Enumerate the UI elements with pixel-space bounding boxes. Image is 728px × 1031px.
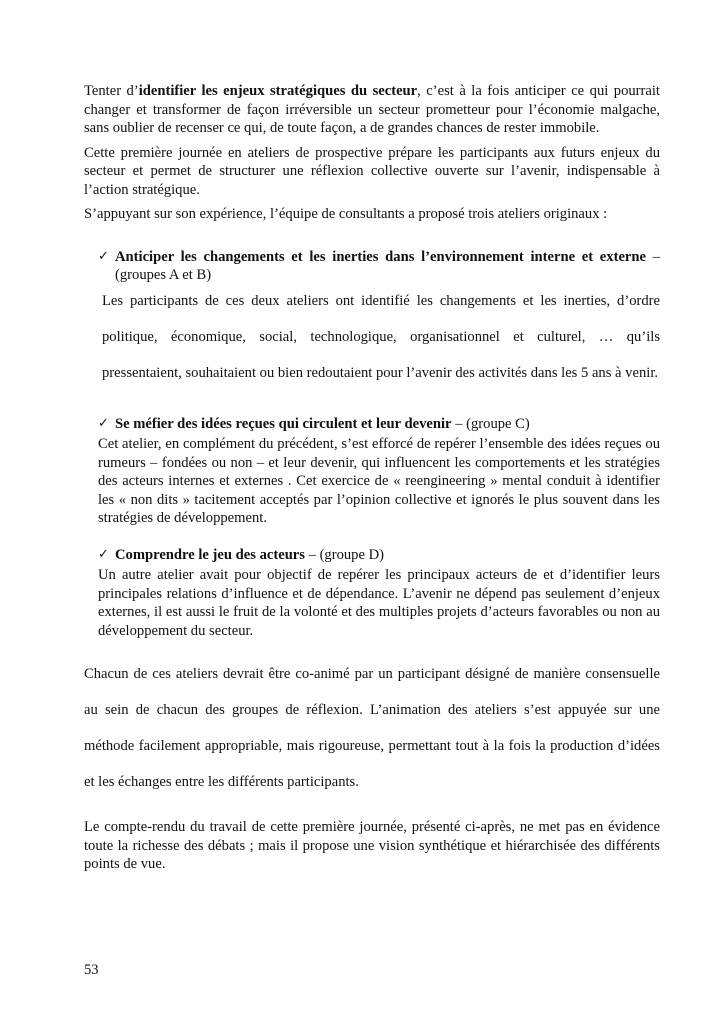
intro-paragraph-1: [84, 82, 660, 138]
workshop-body-3: Un autre atelier avait pour objectif de repérer les principaux acteurs de et d’identifier leurs principales relations d’influence et de dépendance. L’avenir ne dépend pas seulement d’enjeux externes, il est aussi le fruit de la volonté et des multiples projets d’acteurs favorables ou non au développement du secteur.: [98, 567, 660, 639]
workshop-groups: – (groupe D): [304, 546, 384, 563]
workshop-title: Comprendre le jeu des acteurs: [115, 546, 305, 563]
checkmark-icon: ✓: [98, 248, 109, 264]
intro-paragraph-3: S’appuyant sur son expérience, l’équipe de consultants a proposé trois ateliers originaux :: [84, 206, 608, 222]
workshop-groups: – (groupes A et B): [115, 248, 661, 283]
workshop-item-1: [84, 248, 660, 285]
checkmark-icon: ✓: [98, 415, 109, 431]
intro-p1-bold: identifier les enjeux stratégiques du secteur: [138, 83, 418, 99]
workshop-heading: [115, 546, 660, 565]
conclusion-paragraph: Le compte-rendu du travail de cette première journée, présenté ci-après, ne met pas en évidence toute la richesse des débats ; mais il propose une vision synthétique et hiérarchisée des différents points de vue.: [84, 819, 660, 872]
workshop-groups: – (groupe C): [451, 415, 530, 432]
workshop-item-2: [84, 415, 660, 528]
document-page: [84, 82, 660, 874]
intro-paragraph-2: Cette première journée en ateliers de prospective prépare les participants aux futurs enjeux du secteur et permet de structurer une réflexion collective ouverte sur l’avenir, indispensable à l’action stratégique.: [84, 144, 660, 198]
checkmark-icon: ✓: [98, 546, 109, 562]
intro-p1-rest: , c’est à la fois anticiper ce qui pourrait changer et transformer de façon irréversible un secteur prometteur pour l’économie malgache, sans oublier de recenser ce qui, de toute façon, a de grandes chances de rester immobile.: [84, 83, 660, 136]
workshop-heading: [115, 415, 660, 434]
animation-paragraph: Chacun de ces ateliers devrait être co-animé par un participant désigné de manière consensuelle au sein de chacun des groupes de réflexion. L’animation des ateliers s’est appuyée sur une méthode facilement appropriable, mais rigoureuse, permettant tout à la fois la production d’idées et les échanges entre les différents participants.: [84, 666, 660, 790]
workshop-title: Anticiper les changements et les inerties dans l’environnement interne et externe: [115, 248, 646, 265]
workshop-body-1: Les participants de ces deux ateliers ont identifié les changements et les inerties, d’ordre politique, économique, social, technologique, organisationnel et culturel, … qu’ils pressentaient, souhaitaient ou bien redoutaient pour l’avenir des activités dans les 5 ans à venir.: [102, 292, 660, 381]
page-number: 53: [84, 962, 99, 978]
intro-p1-lead: Tenter d’: [84, 83, 139, 99]
workshop-heading: [115, 248, 660, 285]
workshop-title: Se méfier des idées reçues qui circulent et leur devenir: [115, 415, 452, 432]
workshop-body-2: Cet atelier, en complément du précédent, s’est efforcé de repérer l’ensemble des idées reçues ou rumeurs – fondées ou non – et leur devenir, qui influencent les comportements et les stratégies des acteurs internes et externes . Cet exercice de « reengineering » mental conduit à identifier les « non dits » tacitement acceptés par l’opinion collective et ignorés le plus souvent dans les stratégies de développement.: [98, 436, 660, 526]
workshop-item-3: [84, 546, 660, 641]
